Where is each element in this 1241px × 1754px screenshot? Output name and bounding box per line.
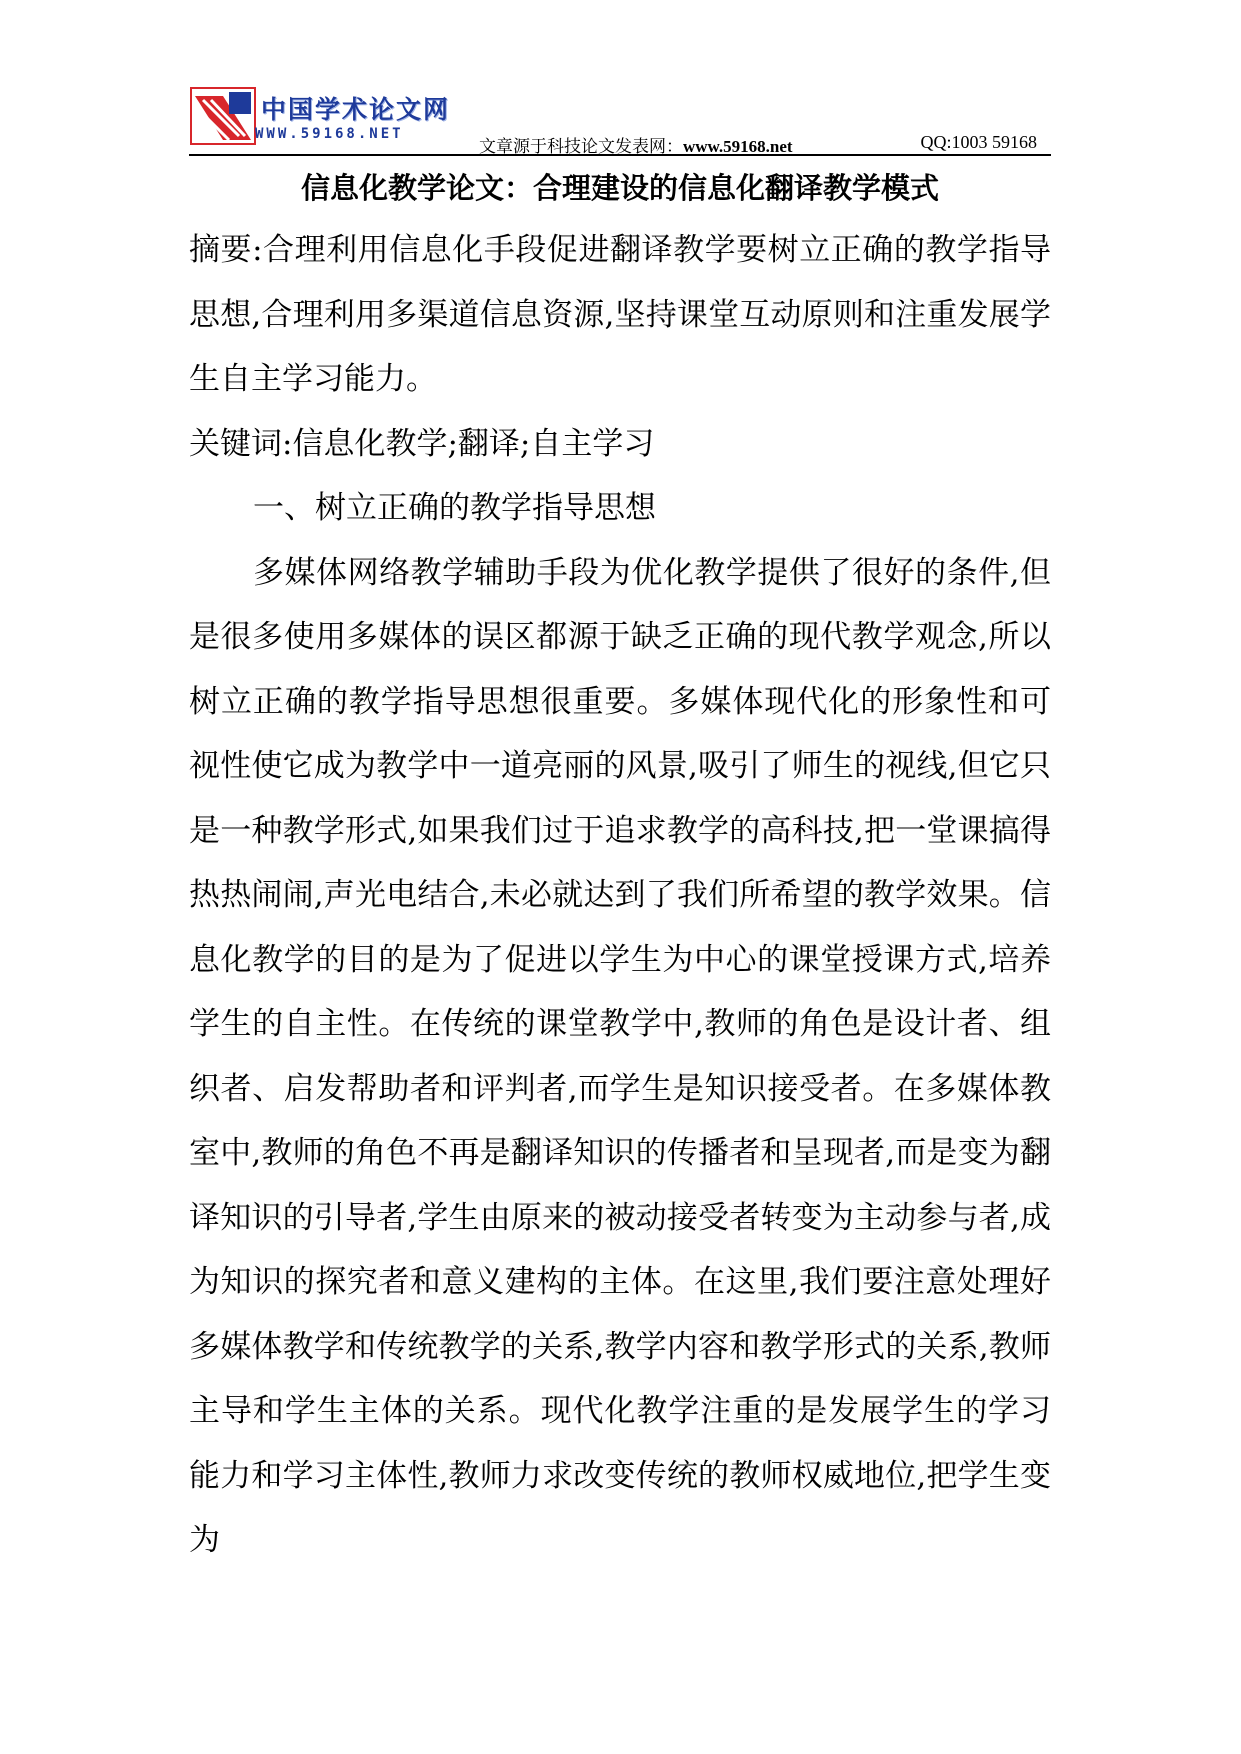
document-body <box>189 218 1051 1573</box>
document-title: 信息化教学论文：合理建设的信息化翻译教学模式 <box>300 171 939 205</box>
abstract: 摘要:合理利用信息化手段促进翻译教学要树立正确的教学指导思想,合理利用多渠道信息资源,坚持课堂互动原则和注重发展学生自主学习能力。 <box>189 232 1051 397</box>
section-heading: 一、树立正确的教学指导思想 <box>253 490 656 526</box>
source-link[interactable]: www.59168.net <box>683 137 793 156</box>
site-logo <box>189 86 452 148</box>
header-qq: QQ:1003 59168 <box>920 132 1037 152</box>
logo-emblem-icon <box>189 86 259 148</box>
header-divider <box>189 154 1051 156</box>
body-paragraph: 多媒体网络教学辅助手段为优化教学提供了很好的条件,但是很多使用多媒体的误区都源于缺乏正确的现代教学观念,所以树立正确的教学指导思想很重要。多媒体现代化的形象性和可视性使它成为教学中一道亮丽的风景,吸引了师生的视线,但它只是一种教学形式,如果我们过于追求教学的高科技,把一堂课搞得热热闹闹,声光电结合,未必就达到了我们所希望的教学效果。信息化教学的目的是为了促进以学生为中心的课堂授课方式,培养学生的自主性。在传统的课堂教学中,教师的角色是设计者、组织者、启发帮助者和评判者,而学生是知识接受者。在多媒体教室中,教师的角色不再是翻译知识的传播者和呈现者,而是变为翻译知识的引导者,学生由原来的被动接受者转变为主动参与者,成为知识的探究者和意义建构的主体。在这里,我们要注意处理好多媒体教学和传统教学的关系,教学内容和教学形式的关系,教师主导和学生主体的关系。现代化教学注重的是发展学生的学习能力和学习主体性,教师力求改变传统的教师权威地位,把学生变为 <box>189 554 1051 1558</box>
page-header <box>189 86 1051 157</box>
keywords: 关键词:信息化教学;翻译;自主学习 <box>189 425 655 462</box>
logo-title: 中国学术论文网 <box>261 95 451 124</box>
source-label: 文章源于科技论文发表网： <box>479 137 683 157</box>
logo-url: WWW.59168.NET <box>255 126 404 142</box>
